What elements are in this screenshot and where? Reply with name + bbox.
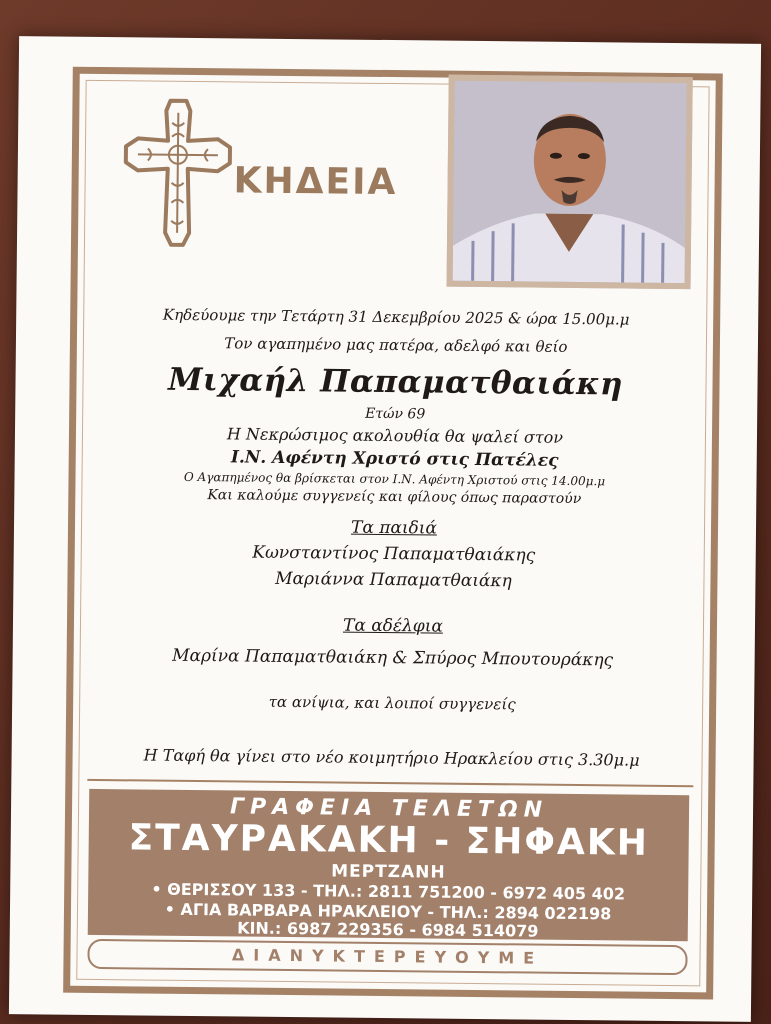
nephews-line: τα ανίψια, και λοιποί συγγενείς <box>268 692 516 714</box>
notice-title: ΚΗΔΕΙΑ <box>233 160 398 204</box>
funeral-home-subname: ΜΕΡΤΖΑΝΗ <box>331 861 446 883</box>
siblings-names: Μαρίνα Παπαματθαιάκη & Σπύρος Μπουτουράκης <box>172 645 614 671</box>
church-name: Ι.Ν. Αφέντη Χριστό στις Πατέλες <box>230 447 559 471</box>
funeral-notice-paper <box>9 36 761 1022</box>
service-line: Η Νεκρώσιμος ακολουθία θα ψαλεί στον <box>226 424 564 447</box>
funeral-home-label: ΓΡΑΦΕΙΑ ΤΕΛΕΤΩΝ <box>229 794 549 823</box>
open-all-night-badge: ΔΙΑΝΥΚΤΕΡΕΥΟΥΜΕ <box>87 939 687 975</box>
funeral-home-banner <box>88 789 689 941</box>
burial-line: Η Ταφή θα γίνει στο νέο κοιμητήριο Ηρακλείου στις 3.30μ.μ <box>143 745 640 770</box>
orthodox-cross-icon <box>117 92 239 253</box>
children-heading: Τα παιδιά <box>350 517 438 539</box>
funeral-home-address-2: • ΑΓΙΑ ΒΑΡΒΑΡΑ ΗΡΑΚΛΕΙΟΥ - ΤΗΛ.: 2894 022198 <box>164 899 612 924</box>
funeral-home-name: ΣΤΑΥΡΑΚΑΚΗ - ΣΗΦΑΚΗ <box>128 817 650 864</box>
funeral-home-address-1: • ΘΕΡΙΣΣΟΥ 133 - ΤΗΛ.: 2811 751200 - 6972 405 402 <box>151 879 626 904</box>
deceased-age: Ετών 69 <box>365 405 426 423</box>
beloved-line: Τον αγαπημένο μας πατέρα, αδελφό και θείο <box>224 334 568 356</box>
siblings-heading: Τα αδέλφια <box>342 615 444 637</box>
child-name: Μαριάννα Παπαματθαιάκη <box>275 568 512 592</box>
funeral-home-mobile: ΚΙΝ.: 6987 229356 - 6984 514079 <box>237 918 539 941</box>
child-name: Κωνσταντίνος Παπαματθαιάκης <box>252 542 536 566</box>
portrait-photo <box>447 75 693 290</box>
wake-note: Ο Αγαπημένος θα βρίσκεται στον Ι.Ν. Αφέντη Χριστού στις 14.00μ.μ <box>183 469 606 489</box>
invite-note: Και καλούμε συγγενείς και φίλους όπως παραστούν <box>207 487 582 508</box>
funeral-date-line: Κηδεύουμε την Τετάρτη 31 Δεκεμβρίου 2025 & ώρα 15.00μ.μ <box>162 305 630 329</box>
portrait-image <box>453 81 687 283</box>
deceased-name: Μιχαήλ Παπαματθαιάκη <box>167 361 624 403</box>
